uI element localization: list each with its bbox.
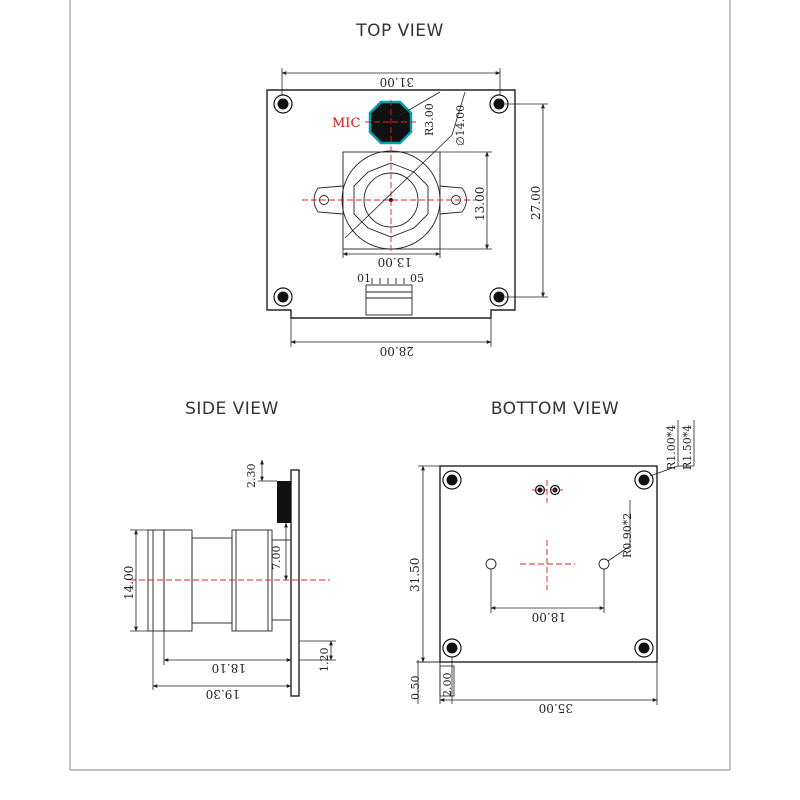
bottom-corner-hole	[635, 471, 653, 489]
board-width-label: 31.00	[379, 75, 414, 89]
mount-span-label: 28.00	[379, 344, 414, 358]
bottom-small-hole	[599, 559, 609, 569]
side-board-offset-label: 1.20	[318, 647, 331, 672]
small-hole-radius-label: R0.90*2	[621, 512, 634, 558]
top-view	[267, 21, 548, 358]
top-mount-hole	[274, 288, 292, 306]
side-length-a-label: 18.10	[211, 661, 246, 675]
bottom-corner-hole	[635, 639, 653, 657]
board-height-label: 27.00	[529, 185, 543, 220]
lens-ear-right	[440, 186, 467, 214]
pin-last-label: 05	[410, 272, 424, 285]
bottom-corner-hole	[443, 471, 461, 489]
side-pcb	[291, 470, 299, 696]
holder-height-label: 13.00	[473, 186, 487, 221]
top-view-title: TOP VIEW	[356, 21, 444, 41]
mic-component	[365, 100, 416, 145]
corner-pad-radius-label: R1.50*4	[681, 424, 694, 470]
pin-first-label: 01	[357, 272, 371, 285]
side-lens	[148, 530, 291, 631]
side-view	[122, 399, 336, 701]
bottom-height-label: 31.50	[408, 557, 422, 592]
mic-label: MIC	[332, 116, 361, 131]
bottom-corner-hole	[443, 639, 461, 657]
lens-diameter-label: ∅14.00	[454, 104, 467, 146]
edge-offset-b-label: 2.00	[441, 672, 454, 697]
holder-width-label: 13.00	[377, 255, 412, 269]
bottom-width-label: 35.00	[538, 701, 573, 715]
small-hole-span-label: 18.00	[531, 610, 566, 624]
side-length-b-label: 19.30	[205, 687, 240, 701]
connector-pins	[372, 278, 404, 284]
side-lens-diameter-label: 14.00	[122, 565, 136, 600]
bottom-view	[408, 399, 694, 715]
mic-pads	[532, 480, 563, 503]
bottom-view-title: BOTTOM VIEW	[490, 399, 620, 419]
edge-offset-a-label: 0.50	[409, 675, 422, 700]
connector-body	[366, 285, 412, 315]
side-view-title: SIDE VIEW	[185, 399, 279, 419]
side-sensor	[277, 481, 291, 523]
mic-radius-label: R3.00	[423, 103, 436, 136]
bottom-small-hole	[486, 559, 496, 569]
corner-hole-radius-label: R1.00*4	[665, 424, 678, 470]
side-sensor-height-label: 7.00	[270, 545, 283, 570]
side-pcb-thickness-label: 2.30	[245, 463, 258, 488]
top-mount-hole	[274, 95, 292, 113]
